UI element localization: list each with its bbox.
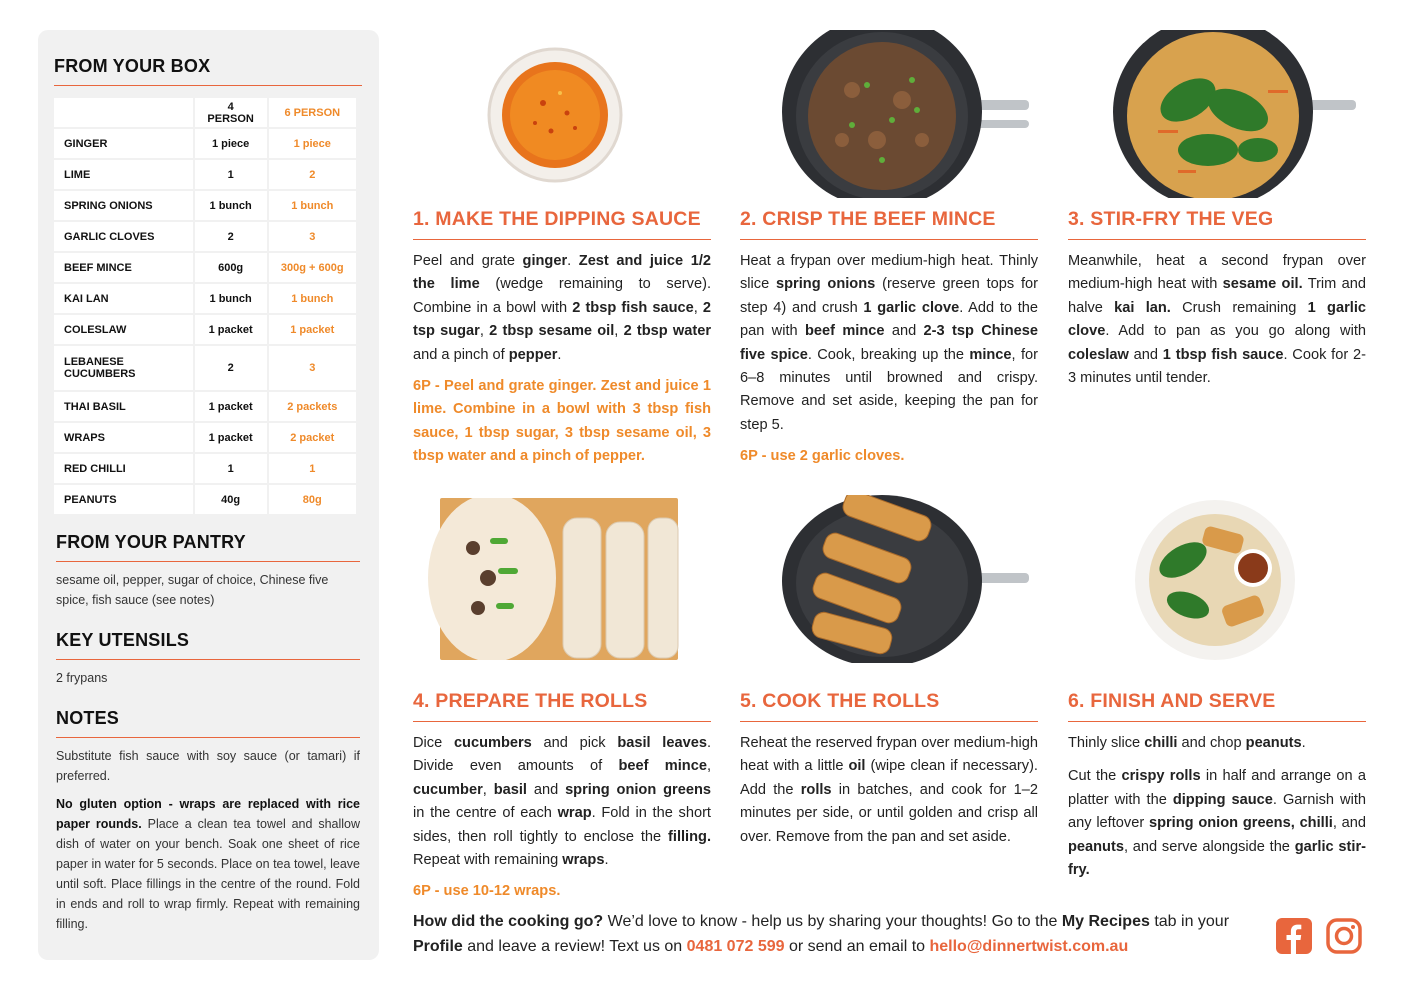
bold-ingredient: sesame oil. [1222, 276, 1303, 293]
bold-ingredient: peanuts [1245, 735, 1302, 751]
notes-gluten-free-bold: No gluten option - wraps are replaced with rice paper rounds. [56, 797, 360, 831]
table-row [53, 453, 357, 484]
email-link[interactable]: hello@dinnertwist.com.au [929, 938, 1129, 955]
text-run: , and serve alongside the [1123, 838, 1295, 855]
step-4 [413, 690, 711, 904]
table-cell: 300g + 600g [268, 252, 357, 283]
text-run: . [604, 852, 609, 869]
text-run: Dice [413, 735, 454, 751]
bold-ingredient: kai lan. [1114, 299, 1171, 316]
my-recipes-link[interactable]: My Recipes [1061, 913, 1150, 930]
table-row [53, 345, 357, 391]
step-6 [1068, 690, 1366, 882]
feedback-footer [413, 909, 1273, 959]
from-your-box-section [54, 56, 362, 86]
step-6p-note: 6P - use 10-12 wraps. [413, 883, 561, 900]
step-body [413, 732, 711, 872]
cooked-rolls-pan-photo [782, 495, 1032, 663]
table-header: 6 PERSON [268, 97, 357, 128]
step-6p-note: 6P - use 2 garlic cloves. [740, 448, 905, 465]
bold-ingredient: mince [969, 346, 1012, 363]
text-run: , [482, 781, 494, 798]
from-your-box-title: FROM YOUR BOX [54, 56, 211, 76]
table-cell: 80g [268, 484, 357, 515]
step-body [413, 250, 711, 367]
footer-text: and leave a review! Text us on [462, 938, 687, 955]
facebook-icon[interactable] [1276, 918, 1312, 954]
table-cell: LEBANESE CUCUMBERS [53, 345, 194, 391]
step-title: 5. COOK THE ROLLS [740, 690, 940, 712]
divider [56, 659, 360, 660]
table-row [53, 159, 357, 190]
step-body [740, 250, 1038, 437]
table-cell: 1 piece [268, 128, 357, 159]
table-cell: GINGER [53, 128, 194, 159]
table-cell: SPRING ONIONS [53, 190, 194, 221]
bold-ingredient: cucumbers [453, 735, 532, 751]
bold-ingredient: basil [493, 781, 527, 798]
prepared-rolls-photo [428, 498, 680, 660]
step-2 [740, 208, 1038, 469]
bold-ingredient: rolls [800, 781, 832, 798]
ingredients-panel [38, 30, 379, 960]
text-run: and a pinch of [413, 346, 509, 363]
bold-ingredient: cucumber [413, 781, 483, 798]
table-cell: 1 [194, 159, 268, 190]
bold-ingredient: dipping sauce [1172, 791, 1273, 808]
step-title: 4. PREPARE THE ROLLS [413, 690, 648, 712]
table-header-row [53, 97, 357, 128]
table-cell: 1 bunch [194, 190, 268, 221]
divider [413, 239, 711, 240]
table-cell: 2 [268, 159, 357, 190]
ingredients-table [52, 96, 358, 516]
table-row [53, 283, 357, 314]
text-run: Trim and halve [1068, 276, 1366, 316]
step-1 [413, 208, 711, 469]
bold-ingredient: peanuts [1068, 838, 1124, 855]
text-run: , [693, 299, 703, 316]
step-5 [740, 690, 1038, 849]
table-cell: THAI BASIL [53, 391, 194, 422]
table-cell: 2 [194, 345, 268, 391]
bold-ingredient: coleslaw [1068, 346, 1129, 363]
bold-ingredient: ginger [522, 253, 568, 269]
divider [56, 561, 360, 562]
bold-ingredient: spring onions [776, 276, 876, 293]
step-body [740, 732, 1038, 849]
footer-text: or send an email to [784, 938, 930, 955]
table-cell: 1 packet [194, 391, 268, 422]
table-cell: 1 [194, 453, 268, 484]
text-run: Cut the [1068, 768, 1122, 785]
step-6p-note: 6P - Peel and grate ginger. Zest and juice 1 lime. Combine in a bowl with 3 tbsp fish sauce, 1 tbsp sugar, 3 tbsp sesame oil, 3 tbsp water and a pinch of pepper. [413, 378, 711, 465]
table-cell: 1 packet [268, 314, 357, 345]
bold-ingredient: 2 tbsp sesame oil [489, 323, 615, 340]
divider [413, 721, 711, 722]
footer-text: We’d love to know - help us by sharing your thoughts! Go to the [603, 913, 1062, 930]
table-cell: 1 bunch [268, 283, 357, 314]
bold-ingredient: 1 garlic clove [863, 299, 960, 316]
notes-section [56, 708, 360, 934]
table-cell: 3 [268, 345, 357, 391]
text-run: in half and arrange on a platter with the [1068, 768, 1367, 808]
table-row [53, 221, 357, 252]
table-row [53, 190, 357, 221]
text-run: , [706, 758, 711, 775]
bold-ingredient: 1 garlic clove [1068, 299, 1366, 340]
text-run: Thinly slice [1068, 735, 1145, 751]
utensils-text: 2 frypans [56, 671, 108, 685]
table-row [53, 128, 357, 159]
bold-ingredient: beef mince [618, 758, 707, 775]
final-dish-photo [1133, 500, 1298, 662]
pantry-title: FROM YOUR PANTRY [56, 532, 246, 552]
bold-ingredient: wrap [557, 805, 592, 822]
step-3 [1068, 208, 1366, 390]
pantry-section [56, 532, 360, 610]
table-cell: WRAPS [53, 422, 194, 453]
divider [56, 737, 360, 738]
text-run: , [479, 323, 490, 340]
step-body [1068, 732, 1366, 755]
beef-mince-pan-photo [782, 30, 1032, 198]
text-run: . Divide even amounts of [413, 735, 712, 775]
step-title: 6. FINISH AND SERVE [1068, 690, 1276, 712]
table-cell: 600g [194, 252, 268, 283]
bold-ingredient: chilli [1144, 735, 1178, 751]
text-run: Crush remaining [1170, 299, 1308, 316]
text-run: . [557, 346, 562, 363]
table-cell: 1 packet [194, 422, 268, 453]
phone-number[interactable]: 0481 072 599 [686, 938, 785, 955]
feedback-question: How did the cooking go? [413, 913, 604, 930]
table-cell: BEEF MINCE [53, 252, 194, 283]
table-cell: 1 [268, 453, 357, 484]
bold-ingredient: 2-3 tsp Chinese five spice [740, 323, 1038, 363]
table-cell: 3 [268, 221, 357, 252]
table-row [53, 391, 357, 422]
step-title: 2. CRISP THE BEEF MINCE [740, 208, 996, 230]
text-run: . Cook for 2-3 minutes until tender. [1068, 346, 1366, 387]
text-run: . [1301, 735, 1306, 751]
step-title: 3. STIR-FRY THE VEG [1068, 208, 1274, 230]
bold-ingredient: 2 tsp sugar [413, 299, 711, 340]
text-run: and [526, 781, 566, 798]
table-cell: COLESLAW [53, 314, 194, 345]
profile-link[interactable]: Profile [413, 938, 463, 955]
table-cell: 1 piece [194, 128, 268, 159]
table-row [53, 314, 357, 345]
notes-gluten-free [56, 794, 360, 934]
bold-ingredient: spring onion greens [565, 781, 711, 798]
table-cell: LIME [53, 159, 194, 190]
text-run: . [567, 253, 579, 269]
table-cell: 2 packets [268, 391, 357, 422]
divider [1068, 239, 1366, 240]
text-run: and [884, 323, 924, 340]
text-run: Reheat the reserved frypan over medium-high heat with a little [740, 735, 1038, 775]
bold-ingredient: 2 tbsp fish sauce [572, 299, 694, 316]
bold-ingredient: basil leaves [617, 735, 707, 751]
table-row [53, 252, 357, 283]
table-cell: 2 packet [268, 422, 357, 453]
table-header [53, 97, 194, 128]
table-row [53, 484, 357, 515]
table-cell: 40g [194, 484, 268, 515]
step-body-2 [1068, 765, 1366, 882]
divider [740, 239, 1038, 240]
text-run: . Add to the pan with [740, 299, 1038, 340]
text-run: in batches, and cook for 1–2 minutes per side, or until golden and crisp all over. Remove from the pan and set aside. [740, 781, 1038, 845]
bold-ingredient: 2 tbsp water [623, 323, 712, 340]
bold-ingredient: 1 tbsp fish sauce [1162, 346, 1284, 363]
instagram-icon[interactable] [1326, 918, 1362, 954]
text-run: Repeat with remaining [413, 852, 563, 869]
notes-text: Substitute fish sauce with soy sauce (or tamari) if preferred. [56, 749, 360, 783]
text-run: . Fold in the short sides, then roll tightly to enclose the [413, 805, 711, 845]
bold-ingredient: garlic stir-fry. [1068, 838, 1366, 879]
bold-ingredient: beef mince [804, 323, 885, 340]
text-run: Heat a frypan over medium-high heat. Thinly slice [740, 253, 1038, 293]
bold-ingredient: crispy rolls [1121, 768, 1201, 785]
text-run: . Cook, breaking up the [807, 346, 970, 363]
step-title: 1. MAKE THE DIPPING SAUCE [413, 208, 701, 230]
table-cell: 2 [194, 221, 268, 252]
text-run: , [614, 323, 624, 340]
text-run: , and [1332, 815, 1367, 832]
text-run: Peel and grate [413, 253, 523, 269]
text-run: (wedge remaining to serve). Combine in a bowl with [413, 276, 711, 316]
divider [1068, 721, 1366, 722]
dipping-sauce-photo [485, 43, 625, 185]
bold-ingredient: oil [848, 758, 866, 775]
divider [54, 85, 362, 86]
text-run: in the centre of each [413, 805, 558, 822]
table-cell: 1 bunch [268, 190, 357, 221]
table-header: 4 PERSON [194, 97, 268, 128]
table-cell: PEANUTS [53, 484, 194, 515]
step-body [1068, 250, 1366, 390]
bold-ingredient: chilli [1299, 815, 1333, 832]
bold-ingredient: wraps [562, 852, 605, 869]
table-cell: GARLIC CLOVES [53, 221, 194, 252]
table-cell: 1 packet [194, 314, 268, 345]
notes-title: NOTES [56, 708, 120, 728]
table-cell: KAI LAN [53, 283, 194, 314]
footer-text: tab in your [1149, 913, 1230, 930]
bold-ingredient: spring onion greens, [1148, 815, 1295, 832]
utensils-title: KEY UTENSILS [56, 630, 190, 650]
text-run: and pick [531, 735, 618, 751]
text-run: Meanwhile, heat a second frypan over medium-high heat with [1068, 253, 1366, 293]
text-run: , for 6–8 minutes until browned and crispy. Remove and set aside, keeping the pan for step 5. [740, 346, 1038, 433]
bold-ingredient: pepper [508, 346, 558, 363]
text-run: . Garnish with any leftover [1068, 791, 1367, 832]
text-run: (reserve green tops for step 4) and crush [740, 276, 1038, 316]
table-cell: 1 bunch [194, 283, 268, 314]
bold-ingredient: Zest and juice 1/2 the lime [413, 253, 711, 293]
text-run: (wipe clean if necessary). Add the [740, 758, 1038, 798]
notes-gluten-free-text: Place a clean tea towel and shallow dish of water on your bench. Soak one sheet of rice paper in water for 5 seconds. Place on tea towel, leave until soft. Place fillings in the centre of the round. Fold in ends and roll to wrap firmly. Repeat with remaining filling. [56, 817, 361, 931]
text-run: . Add to pan as you go along with [1105, 323, 1366, 340]
table-cell: RED CHILLI [53, 453, 194, 484]
text-run: and [1128, 346, 1163, 363]
divider [740, 721, 1038, 722]
bold-ingredient: filling. [668, 828, 711, 845]
stir-fry-veg-pan-photo [1108, 30, 1358, 198]
pantry-text: sesame oil, pepper, sugar of choice, Chinese five spice, fish sauce (see notes) [56, 573, 329, 607]
text-run: and chop [1177, 735, 1246, 751]
utensils-section [56, 630, 360, 688]
table-row [53, 422, 357, 453]
